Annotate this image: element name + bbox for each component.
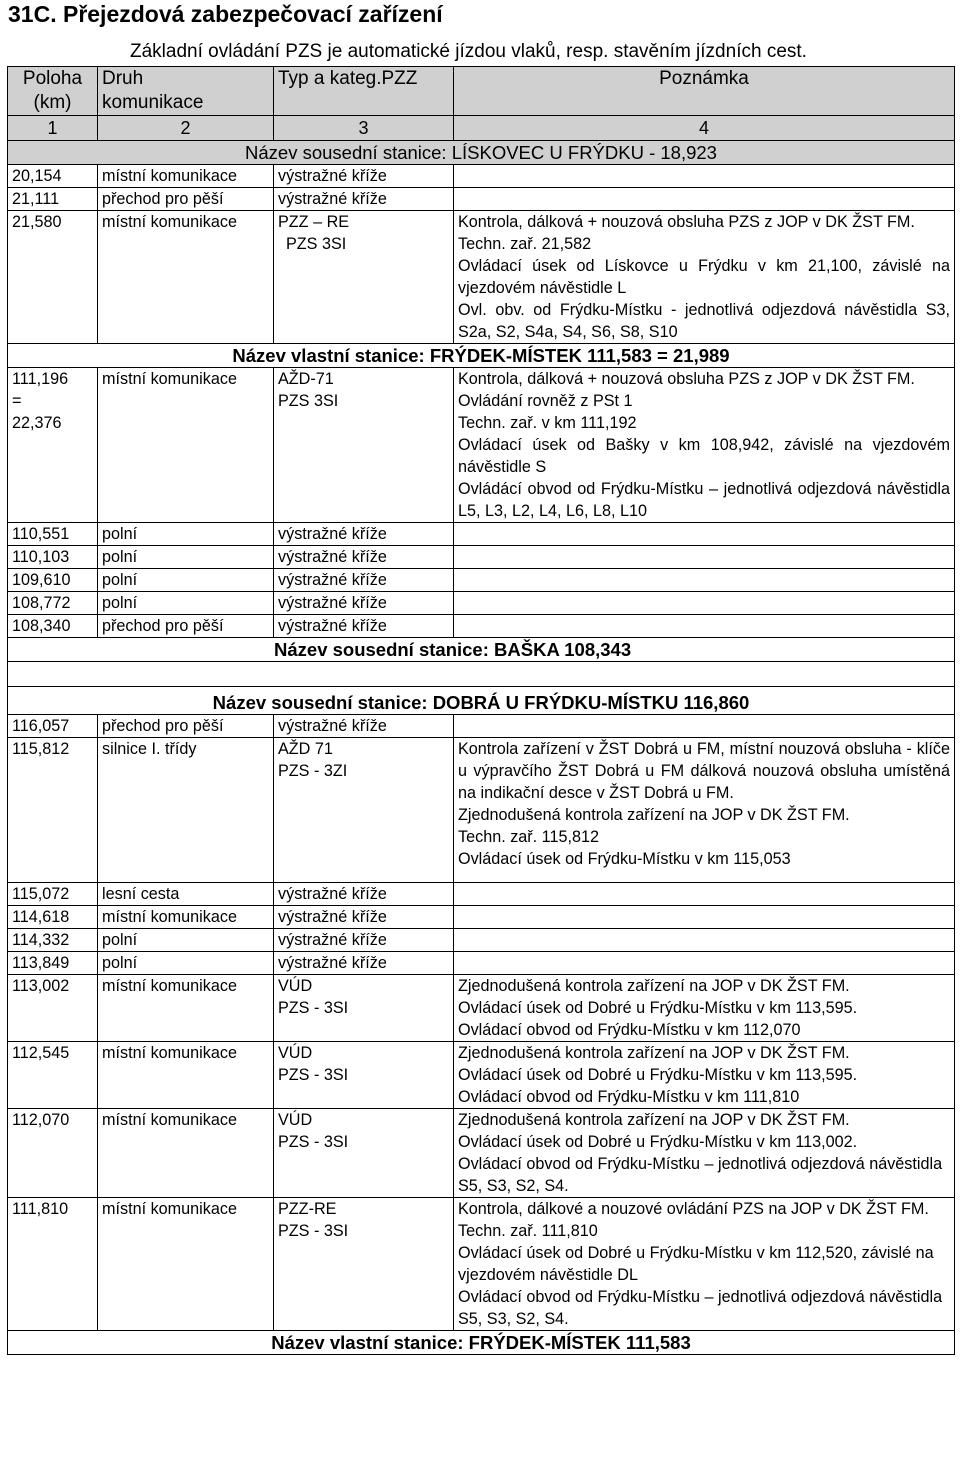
- type-cell: PZZ-RE PZS - 3SI: [274, 1198, 454, 1331]
- type-cell: VÚD PZS - 3SI: [274, 975, 454, 1042]
- position-cell: 109,610: [8, 569, 98, 592]
- type-cell: výstražné kříže: [274, 715, 454, 738]
- position-cell: 114,618: [8, 906, 98, 929]
- column-number: 2: [98, 116, 274, 141]
- kind-cell: polní: [98, 952, 274, 975]
- spacer-cell: [8, 662, 955, 687]
- kind-cell: polní: [98, 569, 274, 592]
- spacer-row: [8, 662, 955, 687]
- type-cell: výstražné kříže: [274, 615, 454, 638]
- type-cell: PZZ – RE PZS 3SI: [274, 211, 454, 344]
- type-cell: výstražné kříže: [274, 883, 454, 906]
- column-number-row: [8, 116, 955, 141]
- kind-cell: přechod pro pěší: [98, 188, 274, 211]
- note-cell: [454, 615, 955, 638]
- table-row: [8, 211, 955, 344]
- note-cell: Kontrola, dálková + nouzová obsluha PZS z JOP v DK ŽST FM. Techn. zař. 21,582 Ovládací úsek od Lískovce u Frýdku v km 21,100, závislé na vjezdovém návěstidle L Ovl. obv. od Frýdku-Místku - jednotlivá odjezdová návěstidla S3, S2a, S2, S4a, S4, S6, S8, S10: [454, 211, 955, 344]
- type-cell: výstražné kříže: [274, 929, 454, 952]
- table-row: [8, 523, 955, 546]
- table-row: [8, 615, 955, 638]
- kind-cell: polní: [98, 523, 274, 546]
- table-row: [8, 1109, 955, 1198]
- type-cell: VÚD PZS - 3SI: [274, 1109, 454, 1198]
- kind-cell: polní: [98, 929, 274, 952]
- note-cell: Kontrola, dálkové a nouzové ovládání PZS na JOP v DK ŽST FM. Techn. zař. 111,810 Ovládací úsek od Dobré u Frýdku-Místku v km 112,520, závislé na vjezdovém návěstidle DL Ovládací obvod od Frýdku-Místku – jednotlivá odjezdová návěstidla S5, S3, S2, S4.: [454, 1198, 955, 1331]
- note-cell: [454, 188, 955, 211]
- header-kind: Druh komunikace: [98, 67, 274, 116]
- section-row: [8, 141, 955, 165]
- note-cell: [454, 546, 955, 569]
- table-header-row: [8, 67, 955, 116]
- header-note: Poznámka: [454, 67, 955, 116]
- type-cell: AŽD 71 PZS - 3ZI: [274, 738, 454, 883]
- section-row: [8, 1331, 955, 1355]
- type-cell: výstražné kříže: [274, 523, 454, 546]
- table-row: [8, 883, 955, 906]
- section-heading: Název sousední stanice: DOBRÁ U FRÝDKU-MÍSTKU 116,860: [8, 687, 955, 715]
- note-cell: [454, 592, 955, 615]
- page-subtitle: Základní ovládání PZS je automatické jízdou vlaků, resp. stavěním jízdních cest.: [130, 41, 807, 62]
- kind-cell: polní: [98, 546, 274, 569]
- type-cell: výstražné kříže: [274, 569, 454, 592]
- type-cell: výstražné kříže: [274, 165, 454, 188]
- note-cell: Zjednodušená kontrola zařízení na JOP v DK ŽST FM. Ovládací úsek od Dobré u Frýdku-Místku v km 113,002. Ovládací obvod od Frýdku-Místku – jednotlivá odjezdová návěstidla S5, S3, S2, S4.: [454, 1109, 955, 1198]
- type-cell: výstražné kříže: [274, 592, 454, 615]
- section-row: [8, 638, 955, 662]
- table-row: [8, 165, 955, 188]
- type-cell: výstražné kříže: [274, 906, 454, 929]
- kind-cell: přechod pro pěší: [98, 615, 274, 638]
- note-cell: [454, 952, 955, 975]
- kind-cell: přechod pro pěší: [98, 715, 274, 738]
- table-row: [8, 738, 955, 883]
- table-row: [8, 715, 955, 738]
- kind-cell: místní komunikace: [98, 1198, 274, 1331]
- crossings-table: [7, 66, 955, 1355]
- type-cell: VÚD PZS - 3SI: [274, 1042, 454, 1109]
- position-cell: 110,551: [8, 523, 98, 546]
- section-heading: Název sousední stanice: LÍSKOVEC U FRÝDKU - 18,923: [8, 141, 955, 165]
- section-row: [8, 687, 955, 715]
- position-cell: 113,849: [8, 952, 98, 975]
- note-cell: Zjednodušená kontrola zařízení na JOP v DK ŽST FM. Ovládací úsek od Dobré u Frýdku-Místku v km 113,595. Ovládací obvod od Frýdku-Místku v km 111,810: [454, 1042, 955, 1109]
- position-cell: 112,545: [8, 1042, 98, 1109]
- kind-cell: lesní cesta: [98, 883, 274, 906]
- position-cell: 116,057: [8, 715, 98, 738]
- page-title: 31C. Přejezdová zabezpečovací zařízení: [8, 1, 443, 27]
- table-row: [8, 569, 955, 592]
- position-cell: 21,580: [8, 211, 98, 344]
- note-cell: [454, 523, 955, 546]
- kind-cell: polní: [98, 592, 274, 615]
- position-cell: 113,002: [8, 975, 98, 1042]
- header-position: Poloha (km): [8, 67, 98, 116]
- kind-cell: místní komunikace: [98, 165, 274, 188]
- position-cell: 108,340: [8, 615, 98, 638]
- table-row: [8, 1198, 955, 1331]
- note-cell: Kontrola, dálková + nouzová obsluha PZS z JOP v DK ŽST FM. Ovládání rovněž z PSt 1 Techn. zař. v km 111,192 Ovládací úsek od Bašky v km 108,942, závislé na vjezdovém návěstidle S Ovládácí obvod od Frýdku-Místku – jednotlivá odjezdová návěstidla L5, L3, L2, L4, L6, L8, L10: [454, 368, 955, 523]
- type-cell: výstražné kříže: [274, 952, 454, 975]
- table-row: [8, 368, 955, 523]
- table-row: [8, 906, 955, 929]
- note-cell: Zjednodušená kontrola zařízení na JOP v DK ŽST FM. Ovládací úsek od Dobré u Frýdku-Místku v km 113,595. Ovládací obvod od Frýdku-Místku v km 112,070: [454, 975, 955, 1042]
- column-number: 3: [274, 116, 454, 141]
- note-cell: [454, 929, 955, 952]
- position-cell: 21,111: [8, 188, 98, 211]
- note-cell: [454, 906, 955, 929]
- kind-cell: místní komunikace: [98, 1109, 274, 1198]
- kind-cell: místní komunikace: [98, 368, 274, 523]
- kind-cell: místní komunikace: [98, 975, 274, 1042]
- kind-cell: místní komunikace: [98, 211, 274, 344]
- position-cell: 111,196 = 22,376: [8, 368, 98, 523]
- section-heading: Název vlastní stanice: FRÝDEK-MÍSTEK 111,583: [8, 1331, 955, 1355]
- position-cell: 115,812: [8, 738, 98, 883]
- table-row: [8, 952, 955, 975]
- table-row: [8, 592, 955, 615]
- table-row: [8, 929, 955, 952]
- table-row: [8, 546, 955, 569]
- table-row: [8, 1042, 955, 1109]
- table-row: [8, 188, 955, 211]
- type-cell: výstražné kříže: [274, 546, 454, 569]
- position-cell: 114,332: [8, 929, 98, 952]
- section-heading: Název vlastní stanice: FRÝDEK-MÍSTEK 111,583 = 21,989: [8, 344, 955, 368]
- header-type: Typ a kateg.PZZ: [274, 67, 454, 116]
- column-number: 1: [8, 116, 98, 141]
- position-cell: 115,072: [8, 883, 98, 906]
- section-heading: Název sousední stanice: BAŠKA 108,343: [8, 638, 955, 662]
- position-cell: 110,103: [8, 546, 98, 569]
- section-row: [8, 344, 955, 368]
- type-cell: výstražné kříže: [274, 188, 454, 211]
- table-row: [8, 975, 955, 1042]
- type-cell: AŽD-71 PZS 3SI: [274, 368, 454, 523]
- note-cell: Kontrola zařízení v ŽST Dobrá u FM, místní nouzová obsluha - klíče u výpravčího ŽST Dobrá u FM dálková nouzová obsluha umístěná na indikační desce v ŽST Dobrá u FM. Zjednodušená kontrola zařízení na JOP v DK ŽST FM. Techn. zař. 115,812 Ovládací úsek od Frýdku-Místku v km 115,053: [454, 738, 955, 883]
- position-cell: 111,810: [8, 1198, 98, 1331]
- note-cell: [454, 569, 955, 592]
- position-cell: 108,772: [8, 592, 98, 615]
- kind-cell: místní komunikace: [98, 906, 274, 929]
- position-cell: 112,070: [8, 1109, 98, 1198]
- position-cell: 20,154: [8, 165, 98, 188]
- column-number: 4: [454, 116, 955, 141]
- note-cell: [454, 883, 955, 906]
- kind-cell: místní komunikace: [98, 1042, 274, 1109]
- note-cell: [454, 165, 955, 188]
- kind-cell: silnice I. třídy: [98, 738, 274, 883]
- note-cell: [454, 715, 955, 738]
